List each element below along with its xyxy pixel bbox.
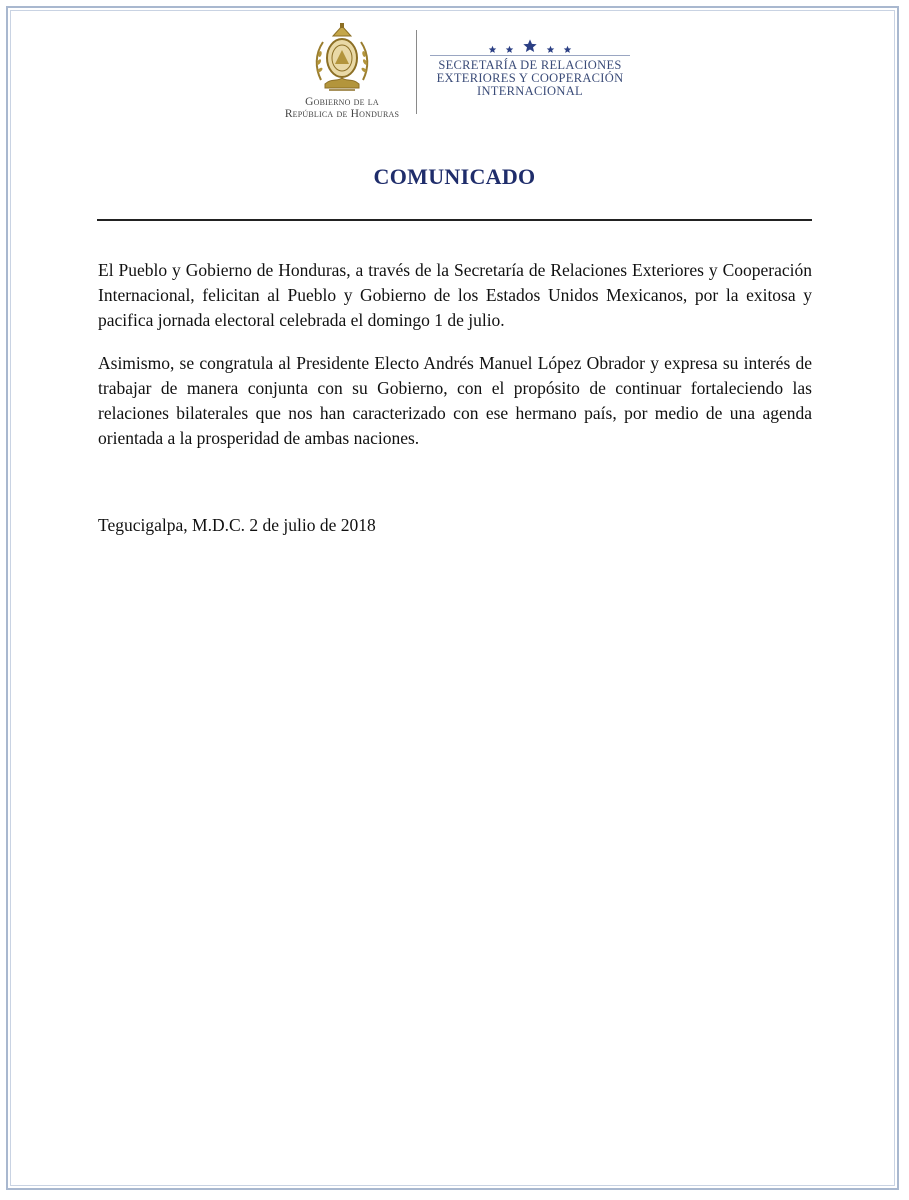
body-paragraph: El Pueblo y Gobierno de Honduras, a través de la Secretaría de Relaciones Exteriores y Cooperación Internacional, felicitan al Pueblo y Gobierno de los Estados Unidos Mexicanos, por la exitosa y pacifica jornada electoral celebrada el domingo 1 de julio. — [98, 260, 812, 330]
body-paragraph: Asimismo, se congratula al Presidente Electo Andrés Manuel López Obrador y expresa su interés de trabajar de manera conjunta con su Gobierno, con el propósito de continuar fortaleciendo las relaciones bilaterales que nos han caracterizado con ese hermano país, por medio de una agenda orientada a la prosperidad de ambas naciones. — [98, 353, 812, 448]
star-icon — [522, 38, 538, 54]
star-icon — [505, 45, 514, 54]
ministry-name-line3: INTERNACIONAL — [477, 84, 583, 98]
document-title: COMUNICADO — [373, 164, 536, 189]
star-icon — [563, 45, 572, 54]
ministry-block — [424, 36, 636, 98]
star-icon — [546, 45, 555, 54]
government-emblem-block — [272, 22, 412, 120]
place-and-date: Tegucigalpa, M.D.C. 2 de julio de 2018 — [98, 515, 376, 535]
ministry-name-line2: EXTERIORES Y COOPERACIÓN — [436, 71, 624, 85]
ministry-name-line1: SECRETARÍA DE RELACIONES — [438, 58, 622, 72]
letterhead — [0, 18, 909, 128]
government-name-line1: Gobierno de la — [305, 96, 379, 108]
header-divider — [416, 30, 417, 114]
title-underline — [97, 219, 812, 221]
government-name-line2: República de Honduras — [284, 108, 400, 120]
star-icon — [488, 45, 497, 54]
honduras-coat-of-arms-icon — [311, 22, 373, 94]
document-body — [98, 258, 812, 469]
ministry-stars — [424, 36, 636, 54]
